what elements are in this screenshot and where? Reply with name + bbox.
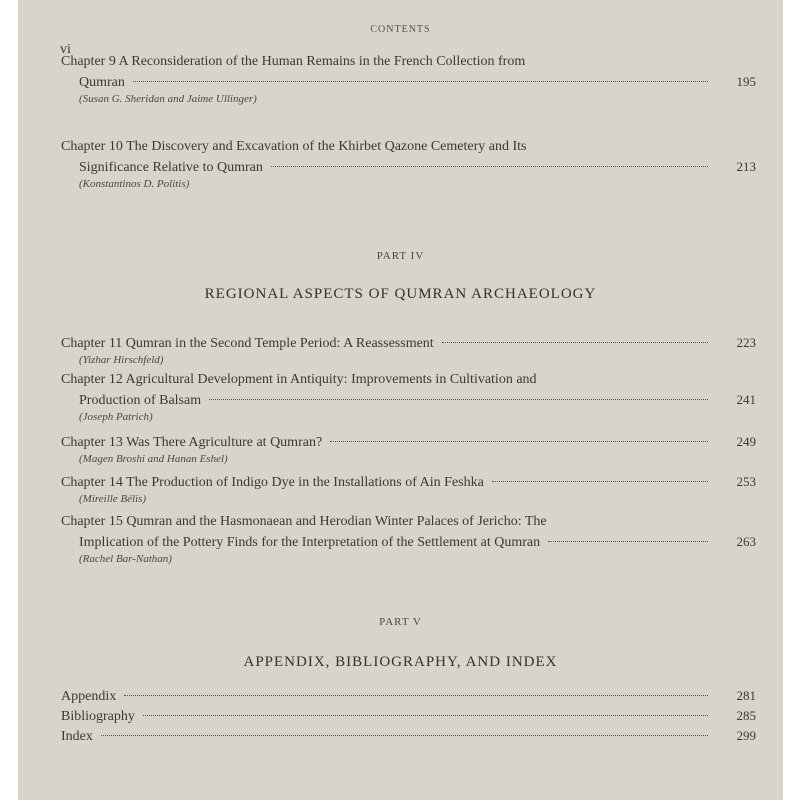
part-4-title: REGIONAL ASPECTS OF QUMRAN ARCHAEOLOGY <box>204 286 597 302</box>
entry-author: (Magen Broshi and Hanan Eshel) <box>79 453 228 465</box>
leader-dots <box>442 342 708 343</box>
entry-page: 223 <box>736 335 756 350</box>
entry-title: Chapter 13 Was There Agriculture at Qumran? <box>61 435 323 450</box>
leader-dots <box>133 81 708 82</box>
running-head: CONTENTS <box>370 24 431 35</box>
entry-page: 281 <box>736 688 756 703</box>
entry-title: Chapter 10 The Discovery and Excavation of the Khirbet Qazone Cemetery and Its <box>61 139 527 154</box>
entry-title-cont: Qumran <box>79 75 125 90</box>
toc-entry-index[interactable] <box>61 726 756 746</box>
toc-entry-chapter-13[interactable] <box>61 432 756 466</box>
toc-entry-chapter-15[interactable] <box>61 512 756 566</box>
part-4-label: PART IV <box>376 250 425 262</box>
entry-title: Chapter 15 Qumran and the Hasmonaean and Herodian Winter Palaces of Jericho: The <box>61 514 547 529</box>
leader-dots <box>492 481 708 482</box>
toc-entry-bibliography[interactable] <box>61 706 756 726</box>
leader-dots <box>330 441 708 442</box>
entry-title: Chapter 9 A Reconsideration of the Human Remains in the French Collection from <box>61 54 526 69</box>
entry-title-cont: Significance Relative to Qumran <box>79 160 263 175</box>
leader-dots <box>271 166 708 167</box>
leader-dots <box>124 695 708 696</box>
book-page <box>18 0 783 800</box>
entry-page: 249 <box>736 434 756 449</box>
entry-page: 213 <box>736 159 756 174</box>
entry-title: Index <box>61 729 93 744</box>
entry-title: Chapter 11 Qumran in the Second Temple Period: A Reassessment <box>61 336 434 351</box>
part-5-title: APPENDIX, BIBLIOGRAPHY, AND INDEX <box>243 654 558 670</box>
entry-author: (Mireille Bélis) <box>79 493 147 505</box>
entry-author: (Joseph Patrich) <box>79 411 153 423</box>
entry-title: Bibliography <box>61 709 135 724</box>
page-number: vi <box>60 42 71 57</box>
entry-author: (Yizhar Hirschfeld) <box>79 354 164 366</box>
entry-title: Chapter 14 The Production of Indigo Dye in the Installations of Ain Feshka <box>61 475 484 490</box>
part-5-label: PART V <box>379 616 422 628</box>
entry-author: (Susan G. Sheridan and Jaime Ullinger) <box>79 93 257 105</box>
leader-dots <box>548 541 708 542</box>
leader-dots <box>101 735 708 736</box>
entry-page: 299 <box>736 728 756 743</box>
entry-title-cont: Production of Balsam <box>79 393 202 408</box>
toc-entry-chapter-14[interactable] <box>61 472 756 506</box>
entry-page: 285 <box>736 708 756 723</box>
entry-title-cont: Implication of the Pottery Finds for the Interpretation of the Settlement at Qumran <box>79 535 541 550</box>
toc-entry-chapter-9[interactable] <box>61 52 756 106</box>
leader-dots <box>209 399 708 400</box>
toc-entry-chapter-12[interactable] <box>61 370 756 424</box>
entry-page: 195 <box>736 74 756 89</box>
entry-page: 241 <box>736 392 756 407</box>
entry-page: 253 <box>736 474 756 489</box>
entry-title: Appendix <box>61 689 117 704</box>
entry-author: (Konstantinos D. Politis) <box>79 178 190 190</box>
toc-entry-chapter-10[interactable] <box>61 137 756 191</box>
leader-dots <box>143 715 708 716</box>
entry-author: (Rachel Bar-Nathan) <box>79 553 172 565</box>
toc-entry-appendix[interactable] <box>61 686 756 706</box>
entry-title: Chapter 12 Agricultural Development in Antiquity: Improvements in Cultivation and <box>61 372 537 387</box>
entry-page: 263 <box>736 534 756 549</box>
toc-entry-chapter-11[interactable] <box>61 333 756 367</box>
